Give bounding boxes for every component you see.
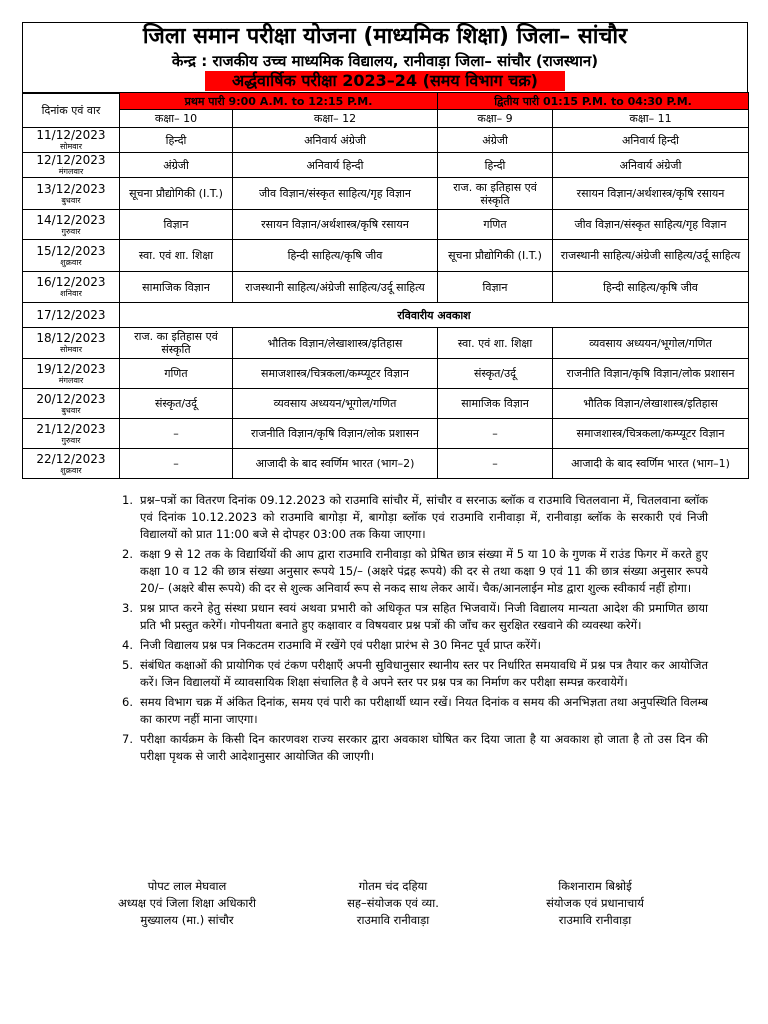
date-cell [23,389,120,419]
table-row [23,303,749,328]
date-cell [23,153,120,178]
table-row [23,419,749,449]
date-cell [23,272,120,303]
table-row [23,272,749,303]
shift1-header: प्रथम पारी 9:00 A.M. to 12:15 P.M. [120,93,438,110]
instruction-item [122,657,708,691]
centre-line: केन्द्र : राजकीय उच्च माध्यमिक विद्यालय, रानीवाड़ा जिला– सांचौर (राजस्थान) [171,52,599,70]
instruction-item [122,546,708,597]
instruction-text: समय विभाग चक्र में अंकित दिनांक, समय एवं पारी का परीक्षार्थी ध्यान रखें। नियत दिनांक व समय की अनभिज्ञता तथा अनुपस्थिति विलम्ब का कारण नहीं माना जाएगा। [140,695,708,726]
signature-block [72,878,302,929]
subject-cell: रसायन विज्ञान/अर्थशास्त्र/कृषि रसायन [553,178,749,210]
class-header: कक्षा– 9 [438,110,553,128]
date-cell [23,449,120,479]
date-text: 22/12/2023 [36,451,106,466]
subject-cell: हिन्दी [438,153,553,178]
subject-cell: अनिवार्य अंग्रेजी [553,153,749,178]
subject-cell: भौतिक विज्ञान/लेखाशास्त्र/इतिहास [233,328,438,359]
subject-cell: समाजशास्त्र/चित्रकला/कम्प्यूटर विज्ञान [553,419,749,449]
date-text: 14/12/2023 [36,212,106,227]
instruction-text: प्रश्न–पत्रों का वितरण दिनांक 09.12.2023 को राउमावि सांचौर में, सांचौर व सरनाऊ ब्लॉक व राउमावि चितलवाना में, चितलवाना ब्लॉक एवं दिनांक 10.12.2023 को राउमावि बागोड़ा में, बागोड़ा ब्लॉक एवं राउमावि रानीवाड़ा में, रानीवाड़ा ब्लॉक के सरकारी एवं निजी विद्यालयों को प्रात 11:00 बजे से दोपहर 03:00 तक किया जाएगा। [140,493,708,541]
date-day-header: दिनांक एवं वार [23,93,120,128]
instruction-item [122,637,708,654]
signature-block [480,878,710,929]
subject-cell: अनिवार्य हिन्दी [553,128,749,153]
day-text: बुधवार [61,195,81,205]
subject-cell: राजनीति विज्ञान/कृषि विज्ञान/लोक प्रशासन [553,359,749,389]
table-row [23,328,749,359]
subject-cell: सूचना प्रौद्योगिकी (I.T.) [438,240,553,272]
instruction-number: 5. [122,658,133,672]
subject-cell: हिन्दी साहित्य/कृषि जीव [553,272,749,303]
signatory-designation: सह–संयोजक एवं व्या. [347,896,439,910]
subject-cell: व्यवसाय अध्ययन/भूगोल/गणित [553,328,749,359]
subject-cell: व्यवसाय अध्ययन/भूगोल/गणित [233,389,438,419]
exam-title: अर्द्धवार्षिक परीक्षा 2023–24 (समय विभाग चक्र) [205,71,565,91]
document-title: जिला समान परीक्षा योजना (माध्यमिक शिक्षा) जिला– सांचौर [142,24,628,49]
subject-cell: राज. का इतिहास एवं संस्कृति [120,328,233,359]
subject-cell: रसायन विज्ञान/अर्थशास्त्र/कृषि रसायन [233,210,438,240]
date-text: 12/12/2023 [36,153,106,167]
instruction-number: 3. [122,601,133,615]
subject-cell: संस्कृत/उर्दू [438,359,553,389]
date-text: 17/12/2023 [36,307,106,322]
subject-cell: राजनीति विज्ञान/कृषि विज्ञान/लोक प्रशासन [233,419,438,449]
subject-cell: राजस्थानी साहित्य/अंग्रेजी साहित्य/उर्दू साहित्य [233,272,438,303]
table-row [23,153,749,178]
subject-cell: हिन्दी [120,128,233,153]
class-header: कक्षा– 12 [233,110,438,128]
subject-cell: स्वा. एवं शा. शिक्षा [120,240,233,272]
instruction-item [122,492,708,543]
date-cell [23,178,120,210]
signatory-name: गोतम चंद दहिया [358,879,428,893]
subject-cell: सामाजिक विज्ञान [120,272,233,303]
instructions-list [122,492,708,768]
schedule-table [22,92,749,479]
instruction-item [122,731,708,765]
subject-cell: संस्कृत/उर्दू [120,389,233,419]
day-text: बुधवार [61,405,81,415]
signatory-designation: अध्यक्ष एवं जिला शिक्षा अधिकारी [117,896,257,910]
date-text: 13/12/2023 [36,181,106,196]
date-cell [23,240,120,272]
subject-cell: विज्ञान [120,210,233,240]
table-row [23,240,749,272]
instruction-number: 7. [122,732,133,746]
subject-cell: अनिवार्य हिन्दी [233,153,438,178]
instruction-text: निजी विद्यालय प्रश्न पत्र निकटतम राउमावि में रखेंगे एवं परीक्षा प्रारंभ से 30 मिनट पूर्व प्राप्त करेंगें। [140,638,541,652]
instruction-number: 6. [122,695,133,709]
class-header: कक्षा– 10 [120,110,233,128]
table-row [23,128,749,153]
subject-cell: – [438,419,553,449]
subject-cell: सूचना प्रौद्योगिकी (I.T.) [120,178,233,210]
table-row [23,359,749,389]
date-text: 20/12/2023 [36,391,106,406]
subject-cell: अंग्रेजी [120,153,233,178]
date-cell [23,210,120,240]
table-row [23,210,749,240]
date-cell [23,419,120,449]
subject-cell: गणित [438,210,553,240]
subject-cell: जीव विज्ञान/संस्कृत साहित्य/गृह विज्ञान [233,178,438,210]
subject-cell: हिन्दी साहित्य/कृषि जीव [233,240,438,272]
header-box [22,22,748,94]
table-row [23,449,749,479]
day-text: शुक्रवार [60,465,82,475]
day-text: मंगलवार [58,167,84,176]
instruction-item [122,694,708,728]
subject-cell: राज. का इतिहास एवं संस्कृति [438,178,553,210]
signatory-office: राउमावि रानीवाड़ा [558,913,632,927]
signatory-name: किशनाराम बिश्नोई [558,879,632,893]
day-text: गुरुवार [61,435,81,445]
day-text: मंगलवार [58,375,84,385]
subject-cell: अंग्रेजी [438,128,553,153]
subject-cell: गणित [120,359,233,389]
instruction-text: परीक्षा कार्यक्रम के किसी दिन कारणवश राज्य सरकार द्वारा अवकाश घोषित कर दिया जाता है या अवकाश हो जाता है तो उस दिन की परीक्षा पृथक से जारी आदेशानुसार आयोजित की जाएगी। [140,732,708,763]
subject-cell: भौतिक विज्ञान/लेखाशास्त्र/इतिहास [553,389,749,419]
subject-cell: राजस्थानी साहित्य/अंग्रेजी साहित्य/उर्दू साहित्य [553,240,749,272]
subject-cell: – [120,419,233,449]
date-text: 11/12/2023 [36,128,106,142]
shift2-header: द्वितीय पारी 01:15 P.M. to 04:30 P.M. [438,93,749,110]
subject-cell: जीव विज्ञान/संस्कृत साहित्य/गृह विज्ञान [553,210,749,240]
day-text: सोमवार [59,345,83,354]
instruction-number: 4. [122,638,133,652]
date-text: 15/12/2023 [36,243,106,258]
subject-cell: सामाजिक विज्ञान [438,389,553,419]
instruction-number: 2. [122,547,133,561]
instruction-text: संबंधित कक्षाओं की प्रायोगिक एवं टंकण परीक्षाएँ अपनी सुविधानुसार स्थानीय स्तर पर निर्धारित समयावधि में प्रश्न पत्र तैयार कर आयोजित करें। जिन विद्यालयों में व्यावसायिक शिक्षा संचालित है वे अपने स्तर पर प्रश्न पत्र का निर्माण कर परीक्षा सम्पन्न करवायेगें। [140,658,708,689]
table-row [23,178,749,210]
subject-cell: आजादी के बाद स्वर्णिम भारत (भाग–2) [233,449,438,479]
signatory-office: मुख्यालय (मा.) सांचौर [140,913,234,927]
day-text: गुरुवार [61,226,81,236]
date-cell [23,303,120,328]
date-text: 21/12/2023 [36,421,106,436]
date-cell [23,128,120,153]
subject-cell: – [120,449,233,479]
subject-cell: अनिवार्य अंग्रेजी [233,128,438,153]
subject-cell: आजादी के बाद स्वर्णिम भारत (भाग–1) [553,449,749,479]
signatory-designation: संयोजक एवं प्रधानाचार्य [546,896,644,910]
subject-cell: समाजशास्त्र/चित्रकला/कम्प्यूटर विज्ञान [233,359,438,389]
holiday-cell: रविवारीय अवकाश [120,303,749,328]
signatory-office: राउमावि रानीवाड़ा [356,913,430,927]
table-row [23,389,749,419]
instruction-item [122,600,708,634]
date-text: 18/12/2023 [36,331,106,345]
date-cell [23,359,120,389]
signatory-name: पोपट लाल मेघवाल [147,879,227,893]
day-text: सोमवार [59,142,83,151]
subject-cell: – [438,449,553,479]
date-text: 16/12/2023 [36,275,106,289]
date-text: 19/12/2023 [36,361,106,376]
date-cell [23,328,120,359]
instruction-text: कक्षा 9 से 12 तक के विद्यार्थियों की आप द्वारा राउमावि रानीवाड़ा को प्रेषित छात्र संख्या में 5 या 10 के गुणक में राउंड फिगर में करते हुए कक्षा 10 व 12 की छात्र संख्या अनुसार रूपये 15/– (अक्षरे पंद्रह रूपये) की दर से तथा कक्षा 9 एवं 11 की छात्र संख्या अनुसार रूपये 20/– (अक्षरे बीस रूपये) की दर से शुल्क अनिवार्य रूप से नकद साथ लेकर आयें। चैक/आनलाईन मोड द्वारा शुल्क स्वीकार्य नहीं होगा। [140,547,708,595]
subject-cell: विज्ञान [438,272,553,303]
subject-cell: स्वा. एवं शा. शिक्षा [438,328,553,359]
day-text: शनिवार [60,289,82,298]
class-header: कक्षा– 11 [553,110,749,128]
signature-block [278,878,508,929]
day-text: शुक्रवार [60,257,82,267]
instruction-text: प्रश्न प्राप्त करने हेतु संस्था प्रधान स्वयं अथवा प्रभारी को अधिकृत पत्र सहित भिजवायें। निजी विद्यालय मान्यता आदेश की प्रमाणित छाया प्रति भी प्रस्तुत करेगें। गोपनीयता बनाते हुए कक्षावार व विषयवार प्रश्न पत्रों की जाँच कर सुरक्षित रखवाने की व्यवस्था करेगें। [140,601,708,632]
instruction-number: 1. [122,493,133,507]
